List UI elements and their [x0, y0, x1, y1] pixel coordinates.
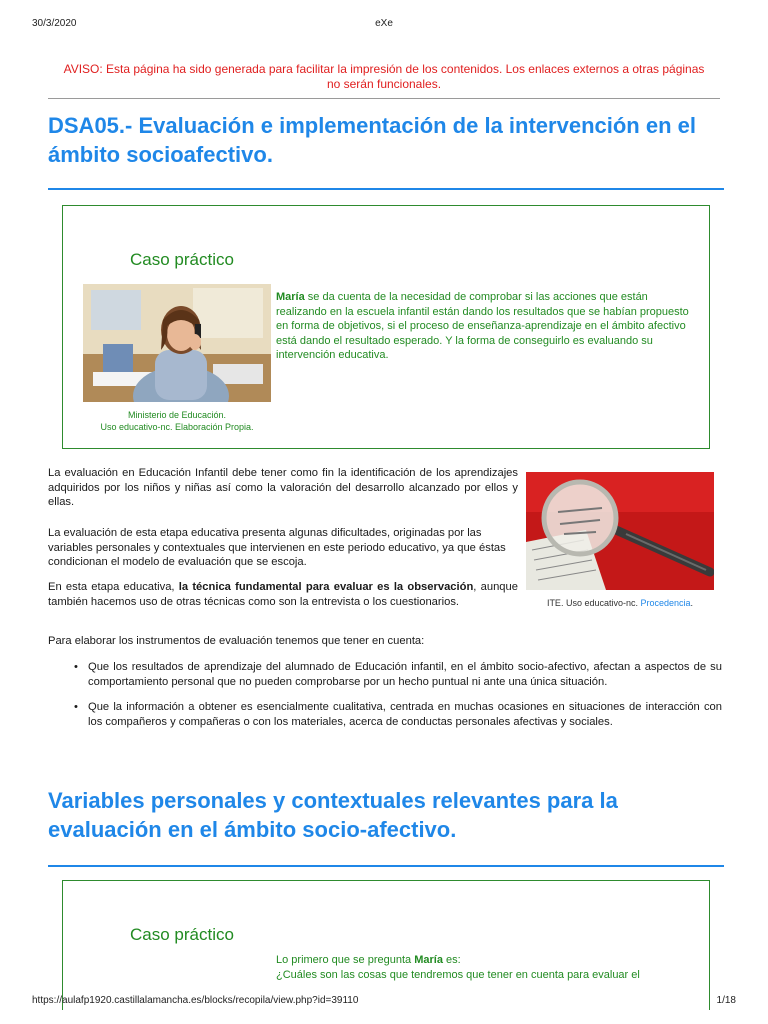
caption-text: . [690, 598, 694, 608]
print-site-name: eXe [375, 18, 393, 29]
section-title: Variables personales y contextuales relevantes para la evaluación en el ámbito socio-afectivo. [48, 788, 618, 842]
print-footer [32, 995, 736, 1009]
case-study-question: ¿Cuáles son las cosas que tendremos que tener en cuenta para evaluar el [276, 968, 640, 981]
case-study-body: se da cuenta de la necesidad de comprobar si las acciones que están realizando en la escuela infantil están dando los resultados que se habían propuesto en forma de objetivos, si el proceso de enseñanza-aprendizaje en el ámbito afectivo está dando el resultado esperado. Y la forma de conseguirlo es evaluando su intervención educativa. [276, 291, 689, 361]
case-study-line [276, 953, 696, 968]
paragraph [48, 580, 518, 609]
list-item [72, 700, 722, 729]
character-name: María [414, 954, 443, 966]
bullet-icon: • [74, 661, 78, 673]
print-header [32, 18, 736, 32]
bullet-icon: • [74, 701, 78, 713]
case-study-box [62, 880, 710, 1010]
case-study-heading: Caso práctico [130, 925, 234, 944]
caption-line: Uso educativo-nc. Elaboración Propia. [100, 422, 254, 432]
bullet-list [72, 660, 722, 740]
page-title: DSA05.- Evaluación e implementación de la intervención en el ámbito socioafectivo. [48, 113, 696, 167]
case-study-text-part: Lo primero que se pregunta [276, 954, 415, 966]
divider [48, 98, 720, 99]
character-name: María [276, 291, 305, 303]
case-study-text-part: es: [442, 954, 461, 966]
case-study-text [276, 290, 694, 363]
case-study-text [276, 953, 696, 982]
list-item-text: Que la información a obtener es esencialmente cualitativa, centrada en muchas ocasiones en situaciones de interacción con los compañeros y compañeras o con los materiales, acerca de conductas personales afectivas y sociales. [88, 701, 722, 728]
source-link[interactable]: Procedencia [640, 598, 691, 608]
photo-caption [526, 598, 714, 608]
caption-text: ITE. Uso educativo-nc. [546, 598, 641, 608]
print-date: 30/3/2020 [32, 18, 77, 29]
paragraph-emphasis: la técnica fundamental para evaluar es la observación [178, 581, 474, 593]
list-item-text: Que los resultados de aprendizaje del alumnado de Educación infantil, en el ámbito socio-afectivo, afectan a aspectos de su comportamiento personal que no pueden comprobarse por un hecho puntual ni ante una única situación. [88, 661, 722, 688]
magnifying-glass-photo [526, 472, 714, 590]
paragraph: La evaluación en Educación Infantil debe tener como fin la identificación de los aprendizajes adquiridos por los niños y niñas así como la valoración del desarrollo alcanzado por ellos y ellas. [48, 467, 518, 508]
paragraph: La evaluación de esta etapa educativa presenta algunas dificultades, originadas por las variables personales y contextuales que intervienen en este periodo educativo, ya que éstas condicionan el modelo de evaluación que se escoja. [48, 527, 506, 568]
list-item [72, 660, 722, 689]
paragraph-text: , aunque también hacemos uso de otras técnicas como son la entrevista o los cuestionarios. [48, 581, 518, 608]
section-underline [48, 865, 724, 867]
page-url: https://aulafp1920.castillalamancha.es/blocks/recopila/view.php?id=39110 [32, 995, 359, 1006]
case-study-heading: Caso práctico [130, 250, 234, 269]
photo-caption [77, 409, 277, 433]
case-study-box [62, 205, 710, 449]
page-number: 1/18 [716, 995, 736, 1006]
caption-line: Ministerio de Educación. [127, 410, 227, 420]
woman-on-phone-photo [83, 284, 271, 402]
paragraph-text: En esta etapa educativa, [48, 581, 179, 593]
print-notice: AVISO: Esta página ha sido generada para facilitar la impresión de los contenidos. Los enlaces externos a otras páginas no serán funcionales. [63, 62, 705, 91]
title-underline [48, 188, 724, 190]
paragraph: Para elaborar los instrumentos de evaluación tenemos que tener en cuenta: [48, 635, 425, 647]
